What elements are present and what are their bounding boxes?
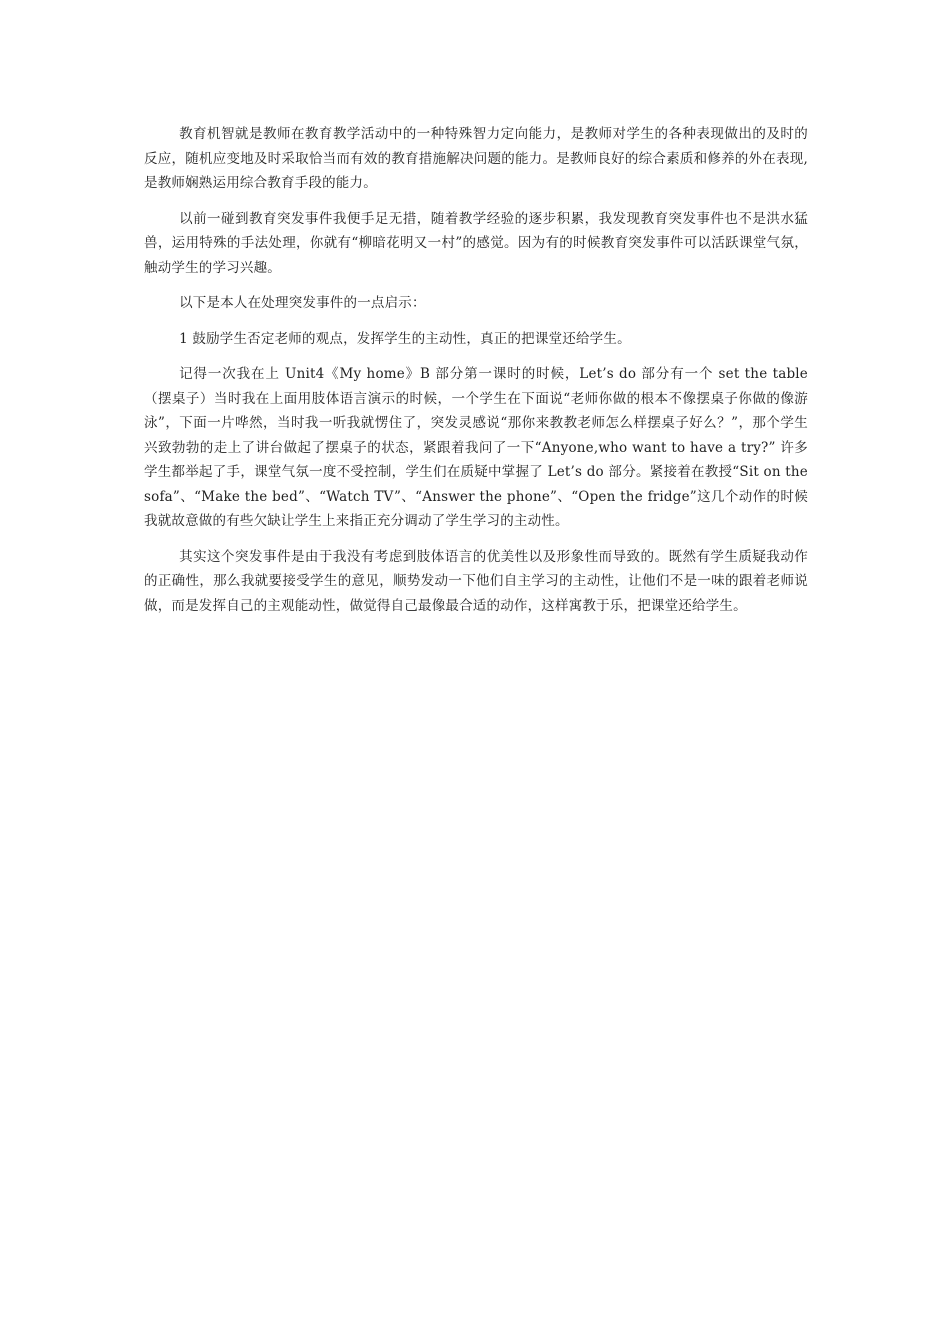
- paragraph-point-1: 1 鼓励学生否定老师的观点，发挥学生的主动性，真正的把课堂还给学生。: [179, 330, 631, 347]
- paragraph-lead-in: 以下是本人在处理突发事件的一点启示：: [179, 295, 426, 311]
- paragraph-conclusion: 其实这个突发事件是由于我没有考虑到肢体语言的优美性以及形象性而导致的。既然有学生质疑我动作的正确性，那么我就要接受学生的意见，顺势发动一下他们自主学习的主动性，让他们不是一味的跟着老师说做，而是发挥自己的主观能动性，做觉得自己最像最合适的动作，这样寓教于乐，把课堂还给学生。: [144, 548, 808, 614]
- paragraph-experience: 以前一碰到教育突发事件我便手足无措，随着教学经验的逐步积累，我发现教育突发事件也不是洪水猛兽，运用特殊的手法处理，你就有“柳暗花明又一村”的感觉。因为有的时候教育突发事件可以活跃课堂气氛，触动学生的学习兴趣。: [144, 210, 808, 276]
- paragraph-intro: 教育机智就是教师在教育教学活动中的一种特殊智力定向能力，是教师对学生的各种表现做出的及时的反应，随机应变地及时采取恰当而有效的教育措施解决问题的能力。是教师良好的综合素质和修养的外在表现,是教师娴熟运用综合教育手段的能力。: [144, 126, 808, 191]
- document-body: [144, 122, 808, 629]
- paragraph-example: 记得一次我在上 Unit4《My home》B 部分第一课时的时候，Let’s do 部分有一个 set the table（摆桌子）当时我在上面用肢体语言演示的时候，一个学生在下面说“老师你做的根本不像摆桌子你做的像游泳”，下面一片哗然，当时我一听我就愣住了，突发灵感说“那你来教教老师怎么样摆桌子好么？”，那个学生兴致勃勃的走上了讲台做起了摆桌子的状态，紧跟着我问了一下“Anyone,who want to have a try?” 许多学生都举起了手，课堂气氛一度不受控制，学生们在质疑中掌握了 Let’s do 部分。紧接着在教授“Sit on the sofa”、“Make the bed”、“Watch TV”、“Answer the phone”、“Open the fridge”这几个动作的时候我就故意做的有些欠缺让学生上来指正充分调动了学生学习的主动性。: [144, 366, 808, 529]
